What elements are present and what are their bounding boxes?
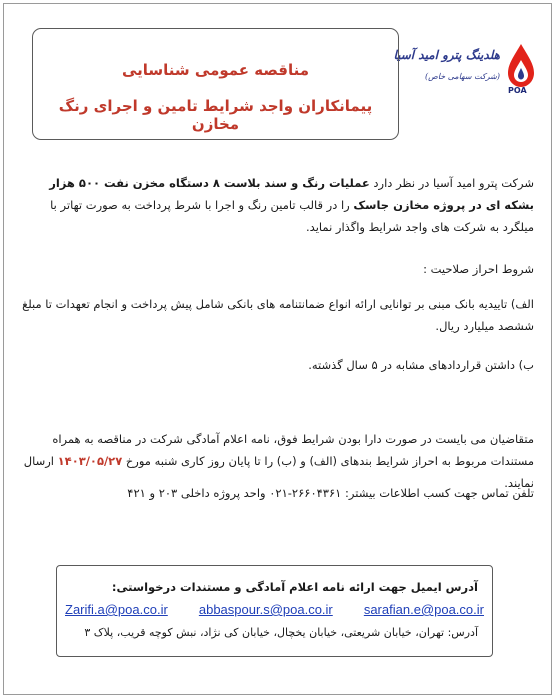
logo-subtitle: (شرکت سهامی خاص) [425, 72, 500, 81]
conditions-title: شروط احراز صلاحیت : [423, 262, 534, 276]
call-text-1: متقاضیان می بایست در صورت دارا بودن شرایط فوق، نامه اعلام آمادگی شرکت در مناقصه به همراه مستندات مربوط به احراز شرایط بندهای (الف) و (ب) را تا پایان روز کاری شنبه مورخ [52, 432, 534, 468]
logo-company-name: هلدینگ پترو امید آسیا [393, 48, 500, 62]
title-box [32, 28, 399, 140]
page-title-line1: مناقصه عمومی شناسایی [121, 61, 310, 79]
notice-intro [22, 172, 534, 238]
contact-phone: تلفن تماس جهت کسب اطلاعات بیشتر: ۲۶۶۰۴۳۶۱-۰۲۱ واحد پروژه داخلی ۲۰۳ و ۴۲۱ [127, 486, 534, 500]
contact-title: آدرس ایمیل جهت ارائه نامه اعلام آمادگی و مستندات درخواستی: [111, 580, 478, 594]
intro-bold-scope: عملیات رنگ و سند بلاست ۸ دستگاه مخزن نفت ۵۰۰ هزار بشکه ای در پروژه مخازن جاسک [49, 176, 534, 212]
email-link-zarifi[interactable]: Zarifi.a@poa.co.ir [65, 602, 168, 617]
intro-text-2: را در قالب تامین رنگ و اجرا با شرط پرداخت به صورت تهاتر با میلگرد به شرکت های واجد شرایط واگذار نماید. [50, 198, 534, 234]
logo-abbreviation: POA [508, 86, 527, 95]
email-link-abbaspour[interactable]: abbaspour.s@poa.co.ir [198, 602, 333, 617]
condition-b: ب) داشتن قراردادهای مشابه در ۵ سال گذشته. [308, 358, 534, 372]
company-logo [393, 40, 544, 96]
page-title-line2: پیمانکاران واجد شرایط تامین و اجرای رنگ مخازن [58, 97, 373, 133]
postal-address: آدرس: تهران، خیابان شریعتی، خیابان یخچال، خیابان کی نژاد، نبش کوچه قریب، پلاک ۳ [84, 626, 478, 639]
email-link-sarafian[interactable]: sarafian.e@poa.co.ir [363, 602, 484, 617]
contact-box [56, 565, 493, 657]
email-list [65, 602, 484, 617]
condition-a: الف) تاییدیه بانک مبنی بر توانایی ارائه انواع ضمانتنامه های بانکی شامل پیش پرداخت و انجام تعهدات تا مبلغ ششصد میلیارد ریال. [22, 297, 534, 333]
deadline-date: ۱۴۰۳/۰۵/۲۷ [57, 454, 123, 468]
intro-text-1: شرکت پترو امید آسیا در نظر دارد [369, 176, 534, 190]
call-text-2: ارسال نمایند. [23, 454, 534, 490]
